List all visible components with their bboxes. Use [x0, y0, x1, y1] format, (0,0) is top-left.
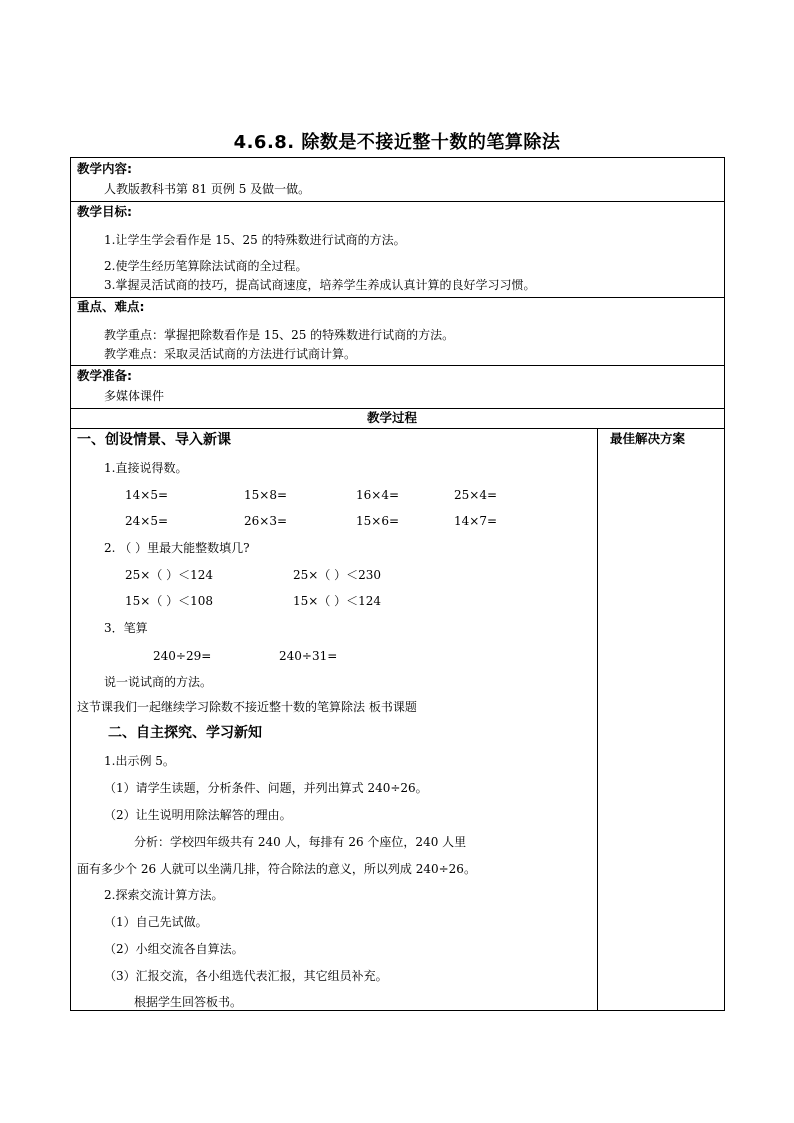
keypoints-heading: 重点、难点: [77, 299, 145, 314]
row-divider [70, 201, 724, 202]
section-1-heading: 一、创设情景、导入新课 [77, 432, 231, 448]
inequality: 15×（ ）＜124 [293, 594, 382, 608]
exercise: 26×3= [244, 514, 288, 528]
side-heading: 最佳解决方案 [610, 431, 686, 446]
paragraph: 1.出示例 5。 [104, 754, 175, 768]
goals-heading: 教学目标: [77, 204, 132, 219]
inequality: 15×（ ）＜108 [125, 594, 214, 608]
prep-text: 多媒体课件 [104, 389, 165, 403]
page-title: 4.6.8. 除数是不接近整十数的笔算除法 [233, 132, 561, 153]
goal-item: 3.掌握灵活试商的技巧，提高试商速度，培养学生养成认真计算的良好学习习惯。 [104, 278, 536, 292]
paragraph: （2）小组交流各自算法。 [104, 942, 244, 956]
exercise: 16×4= [356, 488, 400, 502]
question-1: 1.直接说得数。 [104, 461, 188, 475]
paragraph: （1）请学生读题，分析条件、问题，并列出算式 240÷26。 [104, 781, 428, 795]
content-heading: 教学内容: [77, 161, 132, 176]
key-point: 教学重点：掌握把除数看作是 15、25 的特殊数进行试商的方法。 [104, 328, 455, 342]
row-divider [70, 428, 724, 429]
calculation: 240÷31= [279, 649, 338, 663]
exercise: 24×5= [125, 514, 169, 528]
content-text: 人教版教科书第 81 页例 5 及做一做。 [104, 182, 311, 196]
inequality: 25×（ ）＜124 [125, 568, 214, 582]
question-3: 3．笔算 [104, 621, 148, 635]
paragraph: （1）自己先试做。 [104, 915, 208, 929]
exercise: 14×7= [454, 514, 498, 528]
exercise: 15×8= [244, 488, 288, 502]
process-heading: 教学过程 [367, 410, 418, 425]
row-divider [70, 408, 724, 409]
goal-item: 2.使学生经历笔算除法试商的全过程。 [104, 259, 308, 273]
column-divider [597, 428, 598, 1011]
inequality: 25×（ ）＜230 [293, 568, 382, 582]
section-2-heading: 二、自主探究、学习新知 [108, 725, 262, 741]
paragraph: 根据学生回答板书。 [134, 995, 243, 1009]
lesson-intro: 这节课我们一起继续学习除数不接近整十数的笔算除法 板书课题 [77, 700, 417, 714]
difficult-point: 教学难点：采取灵活试商的方法进行试商计算。 [104, 347, 357, 361]
calculation: 240÷29= [153, 649, 212, 663]
talk-prompt: 说一说试商的方法。 [104, 675, 213, 689]
exercise: 25×4= [454, 488, 498, 502]
exercise: 15×6= [356, 514, 400, 528]
paragraph: 2.探索交流计算方法。 [104, 888, 224, 902]
question-2: 2. （ ）里最大能整数填几? [104, 541, 250, 555]
row-divider [70, 365, 724, 366]
goal-item: 1.让学生学会看作是 15、25 的特殊数进行试商的方法。 [104, 233, 406, 247]
paragraph: （3）汇报交流，各小组选代表汇报，其它组员补充。 [104, 969, 388, 983]
row-divider [70, 297, 724, 298]
paragraph: （2）让生说明用除法解答的理由。 [104, 808, 292, 822]
paragraph: 面有多少个 26 人就可以坐满几排，符合除法的意义，所以列成 240÷26。 [77, 862, 476, 876]
exercise: 14×5= [125, 488, 169, 502]
prep-heading: 教学准备: [77, 368, 132, 383]
paragraph: 分析：学校四年级共有 240 人，每排有 26 个座位，240 人里 [134, 835, 467, 849]
